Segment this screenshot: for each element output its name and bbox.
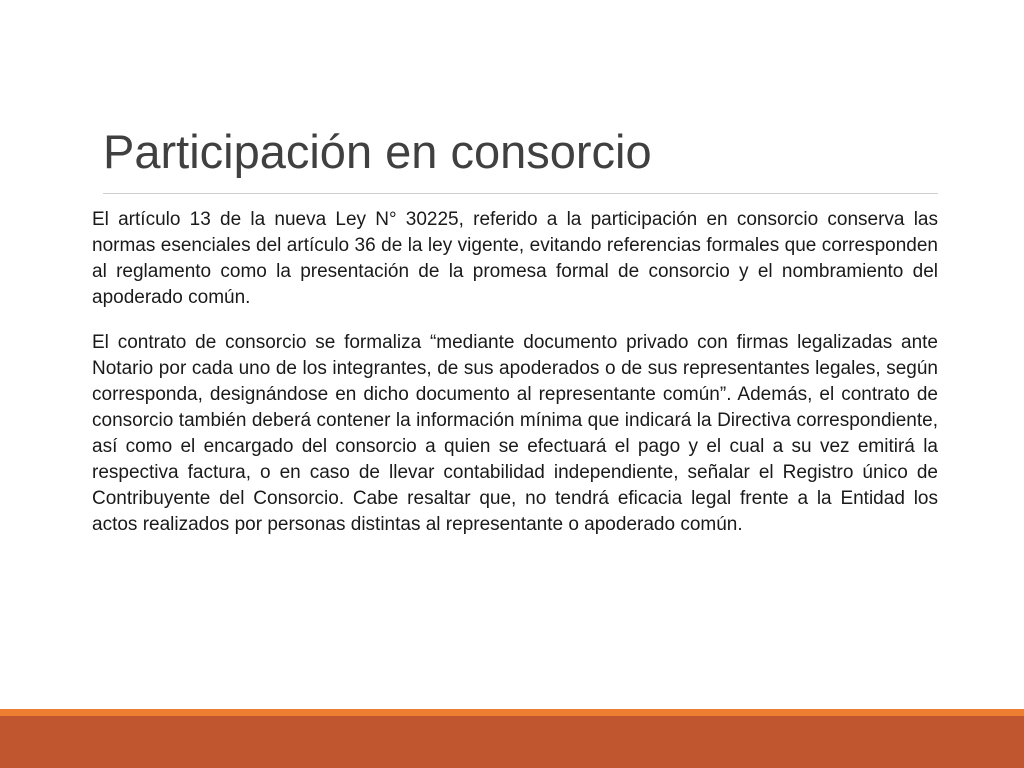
footer-band [0,716,1024,768]
body-paragraph-2: El contrato de consorcio se formaliza “mediante documento privado con firmas legalizadas ante Notario por cada uno de los integrantes, de sus apoderados o de sus representantes legales, según corresponda, designándose en dicho documento al representante común”. Además, el contrato de consorcio también deberá contener la información mínima que indicará la Directiva correspondiente, así como el encargado del consorcio a quien se efectuará el pago y el cual a su vez emitirá la respectiva factura, o en caso de llevar contabilidad independiente, señalar el Registro único de Contribuyente del Consorcio. Cabe resaltar que, no tendrá eficacia legal frente a la Entidad los actos realizados por personas distintas al representante o apoderado común. [92,332,938,535]
body-paragraph-1: El artículo 13 de la nueva Ley N° 30225, referido a la participación en consorcio conserva las normas esenciales del artículo 36 de la ley vigente, evitando referencias formales que corresponden al reglamento como la presentación de la promesa formal de consorcio y el nombramiento del apoderado común. [92,209,938,308]
title-divider [103,193,938,194]
footer-accent-stripe [0,709,1024,716]
slide-title: Participación en consorcio [103,125,652,178]
slide-body [92,207,938,557]
